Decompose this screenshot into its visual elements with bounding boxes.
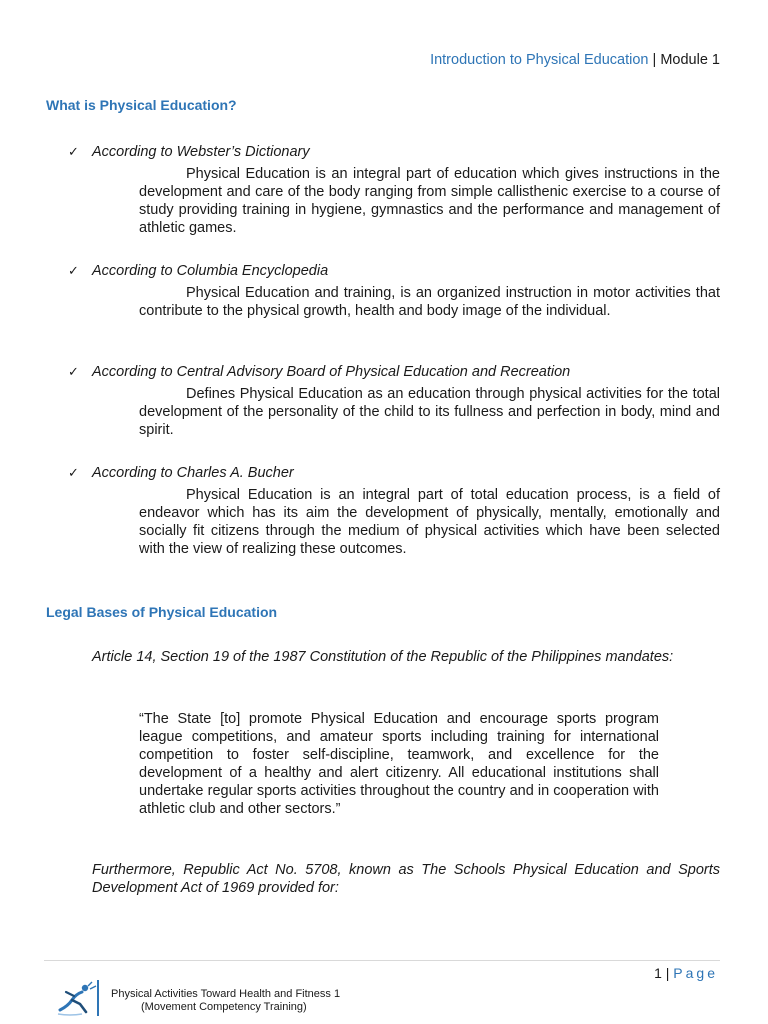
page-label: Page — [673, 965, 718, 981]
definition-source: According to Central Advisory Board of Physical Education and Recreation — [92, 364, 571, 380]
definition-item — [68, 363, 720, 439]
definition-source: According to Charles A. Bucher — [92, 465, 294, 481]
course-subtitle: (Movement Competency Training) — [141, 1001, 307, 1013]
definition-text: Physical Education and training, is an organized instruction in motor activities that contribute to the physical growth, health and body image of the individual. — [139, 285, 720, 319]
course-title: Physical Activities Toward Health and Fitness 1 — [111, 988, 341, 1000]
definition-item — [68, 143, 720, 237]
section-heading-legal-bases: Legal Bases of Physical Education — [46, 604, 278, 620]
checkmark-icon: ✓ — [68, 364, 79, 379]
section-heading-what-is-pe: What is Physical Education? — [46, 97, 237, 113]
checkmark-icon: ✓ — [68, 144, 79, 159]
definition-source: According to Columbia Encyclopedia — [92, 263, 329, 279]
page-header — [430, 52, 720, 68]
definition-source: According to Webster’s Dictionary — [92, 144, 310, 160]
footer-divider — [44, 960, 720, 961]
page-number — [654, 965, 718, 981]
footer-course-info — [111, 988, 340, 1014]
definition-text: Physical Education is an integral part of education which gives instructions in the development and care of the body ranging from simple callisthenic exercise to a course of study providing training in hygiene, gymnastics and the performance and management of athletic games. — [139, 166, 720, 236]
checkmark-icon: ✓ — [68, 263, 79, 278]
definition-text: Physical Education is an integral part of total education process, is a field of endeavor which has its aim the development of physically, mentally, emotionally and socially fit citizens through the medium of physical activities which have been selected with the view of realizing these outcomes. — [139, 487, 720, 557]
footer-accent-bar — [97, 980, 99, 1016]
page-separator: | — [665, 965, 670, 981]
definition-item — [68, 464, 720, 558]
header-title: Introduction to Physical Education — [430, 52, 649, 68]
definition-item — [68, 262, 720, 320]
page-number-value: 1 — [654, 965, 662, 981]
furthermore-paragraph: Furthermore, Republic Act No. 5708, known as The Schools Physical Education and Sports Development Act of 1969 provided for: — [92, 862, 720, 896]
header-module: Module 1 — [660, 52, 720, 68]
checkmark-icon: ✓ — [68, 465, 79, 480]
definition-text: Defines Physical Education as an education through physical activities for the total development of the personality of the child to its fullness and perfection in body, mind and spirit. — [139, 386, 720, 438]
article-paragraph: Article 14, Section 19 of the 1987 Constitution of the Republic of the Philippines mandates: — [92, 649, 674, 665]
runner-logo-icon — [52, 980, 98, 1018]
header-separator: | — [652, 52, 657, 68]
constitution-quote: “The State [to] promote Physical Education and encourage sports program league competitions, and amateur sports including training for international competition to foster self-discipline, teamwork, and excellence for the development of a healthy and alert citizenry. All educational institutions shall undertake regular sports activities throughout the country and in cooperation with athletic club and other sectors.” — [139, 711, 659, 817]
